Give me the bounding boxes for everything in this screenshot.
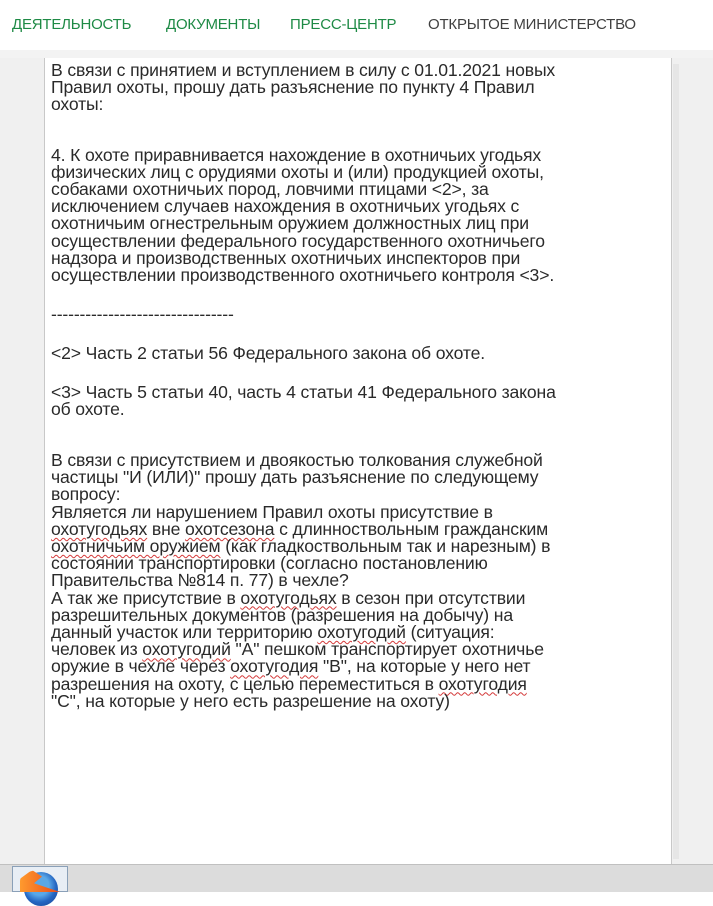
- left-margin: [0, 58, 44, 864]
- footnote-3: <3> Часть 5 статьи 40, часть 4 статьи 41 Федерального закона об охоте.: [51, 381, 556, 419]
- question-2: А так же присутствие в охотугодьях в сезон при отсутствии разрешительных документов (разрешения на добычу) на данный участок или территорию охотугодий (ситуация: человек из охотугодий "А" пешком транспортирует охотничье оружие в чехле через охотугодия "В", на которые у него нет разрешения на охоту, с целью переместиться в охотугодия "С", на которые у него есть разрешение на охоту): [51, 587, 544, 711]
- nav-item-documents[interactable]: ДОКУМЕНТЫ: [166, 16, 261, 33]
- nav-item-press-center[interactable]: ПРЕСС-ЦЕНТР: [290, 16, 397, 33]
- intro-paragraph: В связи с принятием и вступлением в силу с 01.01.2021 новых Правил охоты, прошу дать разъяснение по пункту 4 Правил охоты:: [51, 60, 556, 115]
- top-navigation: [0, 0, 713, 50]
- taskbar: [0, 864, 713, 892]
- nav-item-open-ministry[interactable]: ОТКРЫТОЕ МИНИСТЕРСТВО: [428, 16, 636, 33]
- footnote-2: <2> Часть 2 статьи 56 Федерального закона об охоте.: [51, 343, 485, 364]
- footnote-divider: --------------------------------: [51, 304, 234, 325]
- question-intro: В связи с присутствием и двоякостью толкования служебной частицы "И (ИЛИ)" прошу дать разъяснение по следующему вопросу:: [51, 450, 543, 505]
- message-text: [51, 62, 675, 710]
- question-1: Является ли нарушением Правил охоты присутствие в охотугодьях вне охотсезона с длинноствольным гражданским охотничьим оружием (как гладкоствольным так и нарезным) в состоянии транспортировки (согласно постановлению Правительства №814 п. 77) в чехле?: [51, 501, 551, 591]
- nav-item-activity[interactable]: ДЕЯТЕЛЬНОСТЬ: [12, 16, 132, 33]
- rule-point-4: 4. К охоте приравнивается нахождение в охотничьих угодьях физических лиц с орудиями охоты и (или) продукцией охоты, собаками охотничьих пород, ловчими птицами <2>, за исключением случаев нахождения в охотничьих угодьях с охотничьим огнестрельным оружием должностных лиц при осуществлении федерального государственного охотничьего надзора и производственных охотничьих инспекторов при осуществлении производственного охотничьего контроля <3>.: [51, 144, 555, 286]
- header-separator: [0, 50, 713, 58]
